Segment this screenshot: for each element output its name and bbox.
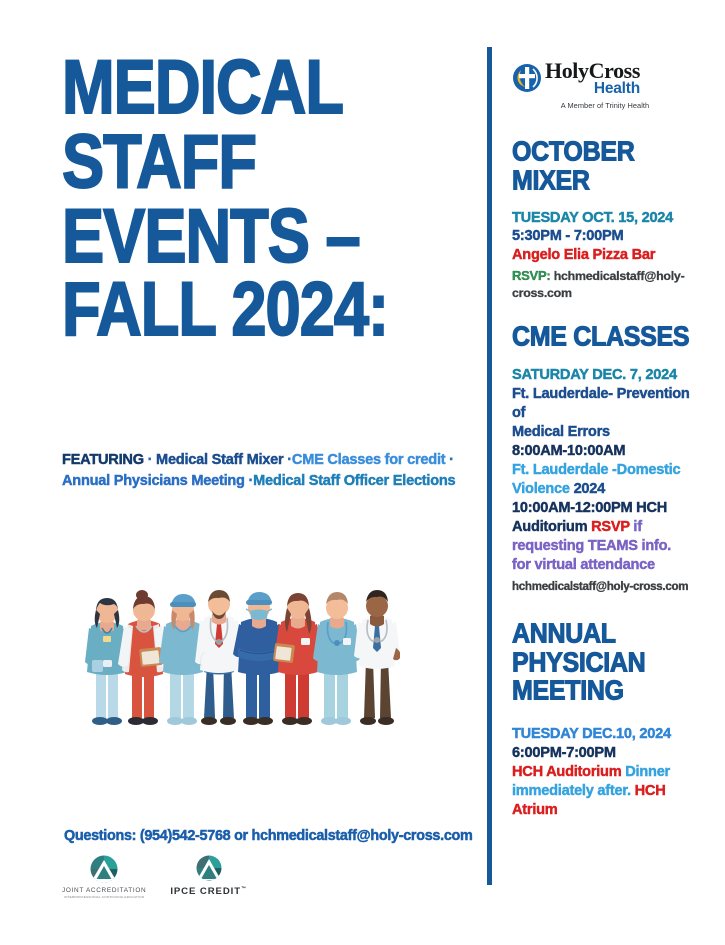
logo-wordmark-secondary: Health bbox=[593, 80, 641, 97]
page-title bbox=[62, 45, 470, 353]
cme-course2-year: 2024 bbox=[573, 480, 606, 497]
featuring-label: FEATURING bbox=[62, 452, 144, 468]
left-column bbox=[62, 45, 462, 353]
section-title-line: MEETING bbox=[512, 675, 624, 707]
apm-dinner-b: immediately after. bbox=[512, 782, 635, 799]
cme-course1-line2: Medical Errors bbox=[512, 423, 610, 440]
mixer-date: TUESDAY OCT. 15, 2024 bbox=[512, 209, 674, 226]
cme-email: hchmedicalstaff@holy-cross.com bbox=[512, 579, 689, 593]
logo-tagline: A Member of Trinity Health bbox=[560, 100, 650, 110]
holy-cross-circle-icon bbox=[512, 63, 542, 93]
joint-accreditation-logo bbox=[62, 855, 146, 899]
cme-course1-line1: Ft. Lauderdale- Prevention of bbox=[512, 385, 690, 421]
featuring-item-1: CME Classes for credit bbox=[291, 452, 446, 468]
ipce-credit-icon bbox=[184, 855, 234, 883]
section-body-october-mixer bbox=[512, 209, 698, 266]
mixer-rsvp-email-line1: hchmedicalstaff@holy- bbox=[553, 269, 685, 284]
featuring-item-2: Annual Physicians Meeting bbox=[62, 472, 245, 489]
cme-date: SATURDAY DEC. 7, 2024 bbox=[512, 366, 677, 383]
section-october-mixer bbox=[512, 135, 698, 302]
cme-rsvp-label: RSVP bbox=[591, 518, 630, 535]
cme-venue: Auditorium bbox=[512, 518, 592, 535]
section-body-cme-classes bbox=[512, 366, 698, 575]
cme-note-c: for virtual attendance bbox=[512, 556, 655, 573]
section-title-line: CME CLASSES bbox=[512, 321, 690, 353]
cme-note-b: requesting TEAMS info. bbox=[512, 537, 672, 554]
featuring-item-0: Medical Staff Mixer bbox=[156, 452, 284, 468]
section-body-annual-physician-meeting bbox=[512, 725, 698, 820]
apm-dinner-venue-a: HCH bbox=[634, 782, 666, 799]
cme-course2-time: 10:00AM-12:00PM HCH bbox=[512, 499, 668, 516]
section-title-cme-classes bbox=[512, 323, 698, 352]
section-title-annual-physician-meeting bbox=[512, 620, 698, 706]
joint-accreditation-icon bbox=[73, 855, 135, 885]
joint-accreditation-label: JOINT ACCREDITATION bbox=[62, 887, 147, 894]
section-title-line: PHYSICIAN bbox=[512, 646, 646, 679]
apm-time: 6:00PM-7:00PM bbox=[512, 744, 616, 761]
medical-staff-group-illustration bbox=[78, 552, 400, 742]
headline-line-4: FALL 2024: bbox=[62, 268, 389, 353]
right-column bbox=[512, 60, 698, 820]
joint-accreditation-subtext: INTERPROFESSIONAL CONTINUING EDUCATION bbox=[64, 895, 145, 899]
mixer-rsvp-email-line2: cross.com bbox=[512, 286, 572, 301]
cme-course2-line2: Violence bbox=[512, 480, 574, 497]
apm-date: TUESDAY DEC.10, 2024 bbox=[512, 725, 671, 742]
ipce-credit-label: IPCE CREDIT™ bbox=[170, 886, 247, 898]
headline-line-1: MEDICAL bbox=[62, 45, 343, 131]
apm-dinner-venue-b: Atrium bbox=[512, 801, 558, 818]
section-title-october-mixer bbox=[512, 135, 698, 196]
section-cme-classes bbox=[512, 323, 698, 594]
cme-course1-time: 8:00AM-10:00AM bbox=[512, 442, 626, 459]
section-title-line: MIXER bbox=[512, 163, 590, 196]
logo-wordmark-primary: HolyCross bbox=[545, 58, 641, 83]
mixer-venue: Angelo Elia Pizza Bar bbox=[512, 247, 656, 264]
mixer-rsvp-label: RSVP: bbox=[512, 268, 551, 284]
apm-dinner-a: Dinner bbox=[625, 763, 670, 780]
mixer-rsvp bbox=[512, 268, 698, 301]
cme-course2-line1: Ft. Lauderdale -Domestic bbox=[512, 461, 681, 478]
questions-line: Questions: (954)542-5768 or hchmedicalstaff@holy-cross.com bbox=[64, 828, 473, 844]
headline-line-2: STAFF bbox=[62, 120, 256, 205]
vertical-divider bbox=[487, 47, 492, 885]
headline-line-3: EVENTS – bbox=[62, 194, 360, 279]
holy-cross-health-logo bbox=[512, 60, 698, 110]
cme-note-a: if bbox=[629, 518, 642, 535]
mixer-time: 5:30PM - 7:00PM bbox=[512, 228, 624, 245]
accreditation-logos bbox=[62, 855, 247, 899]
ipce-credit-logo bbox=[170, 855, 247, 897]
section-title-line: ANNUAL bbox=[512, 618, 616, 650]
featuring-list: FEATURING · Medical Staff Mixer ·CME Classes for credit · Annual Physicians Meeting ·Medical Staff Officer Elections bbox=[62, 452, 456, 489]
section-title-line: OCTOBER bbox=[512, 135, 635, 167]
apm-venue: HCH Auditorium bbox=[512, 763, 626, 780]
featuring-item-3: Medical Staff Officer Elections bbox=[253, 472, 456, 489]
section-annual-physician-meeting bbox=[512, 620, 698, 819]
